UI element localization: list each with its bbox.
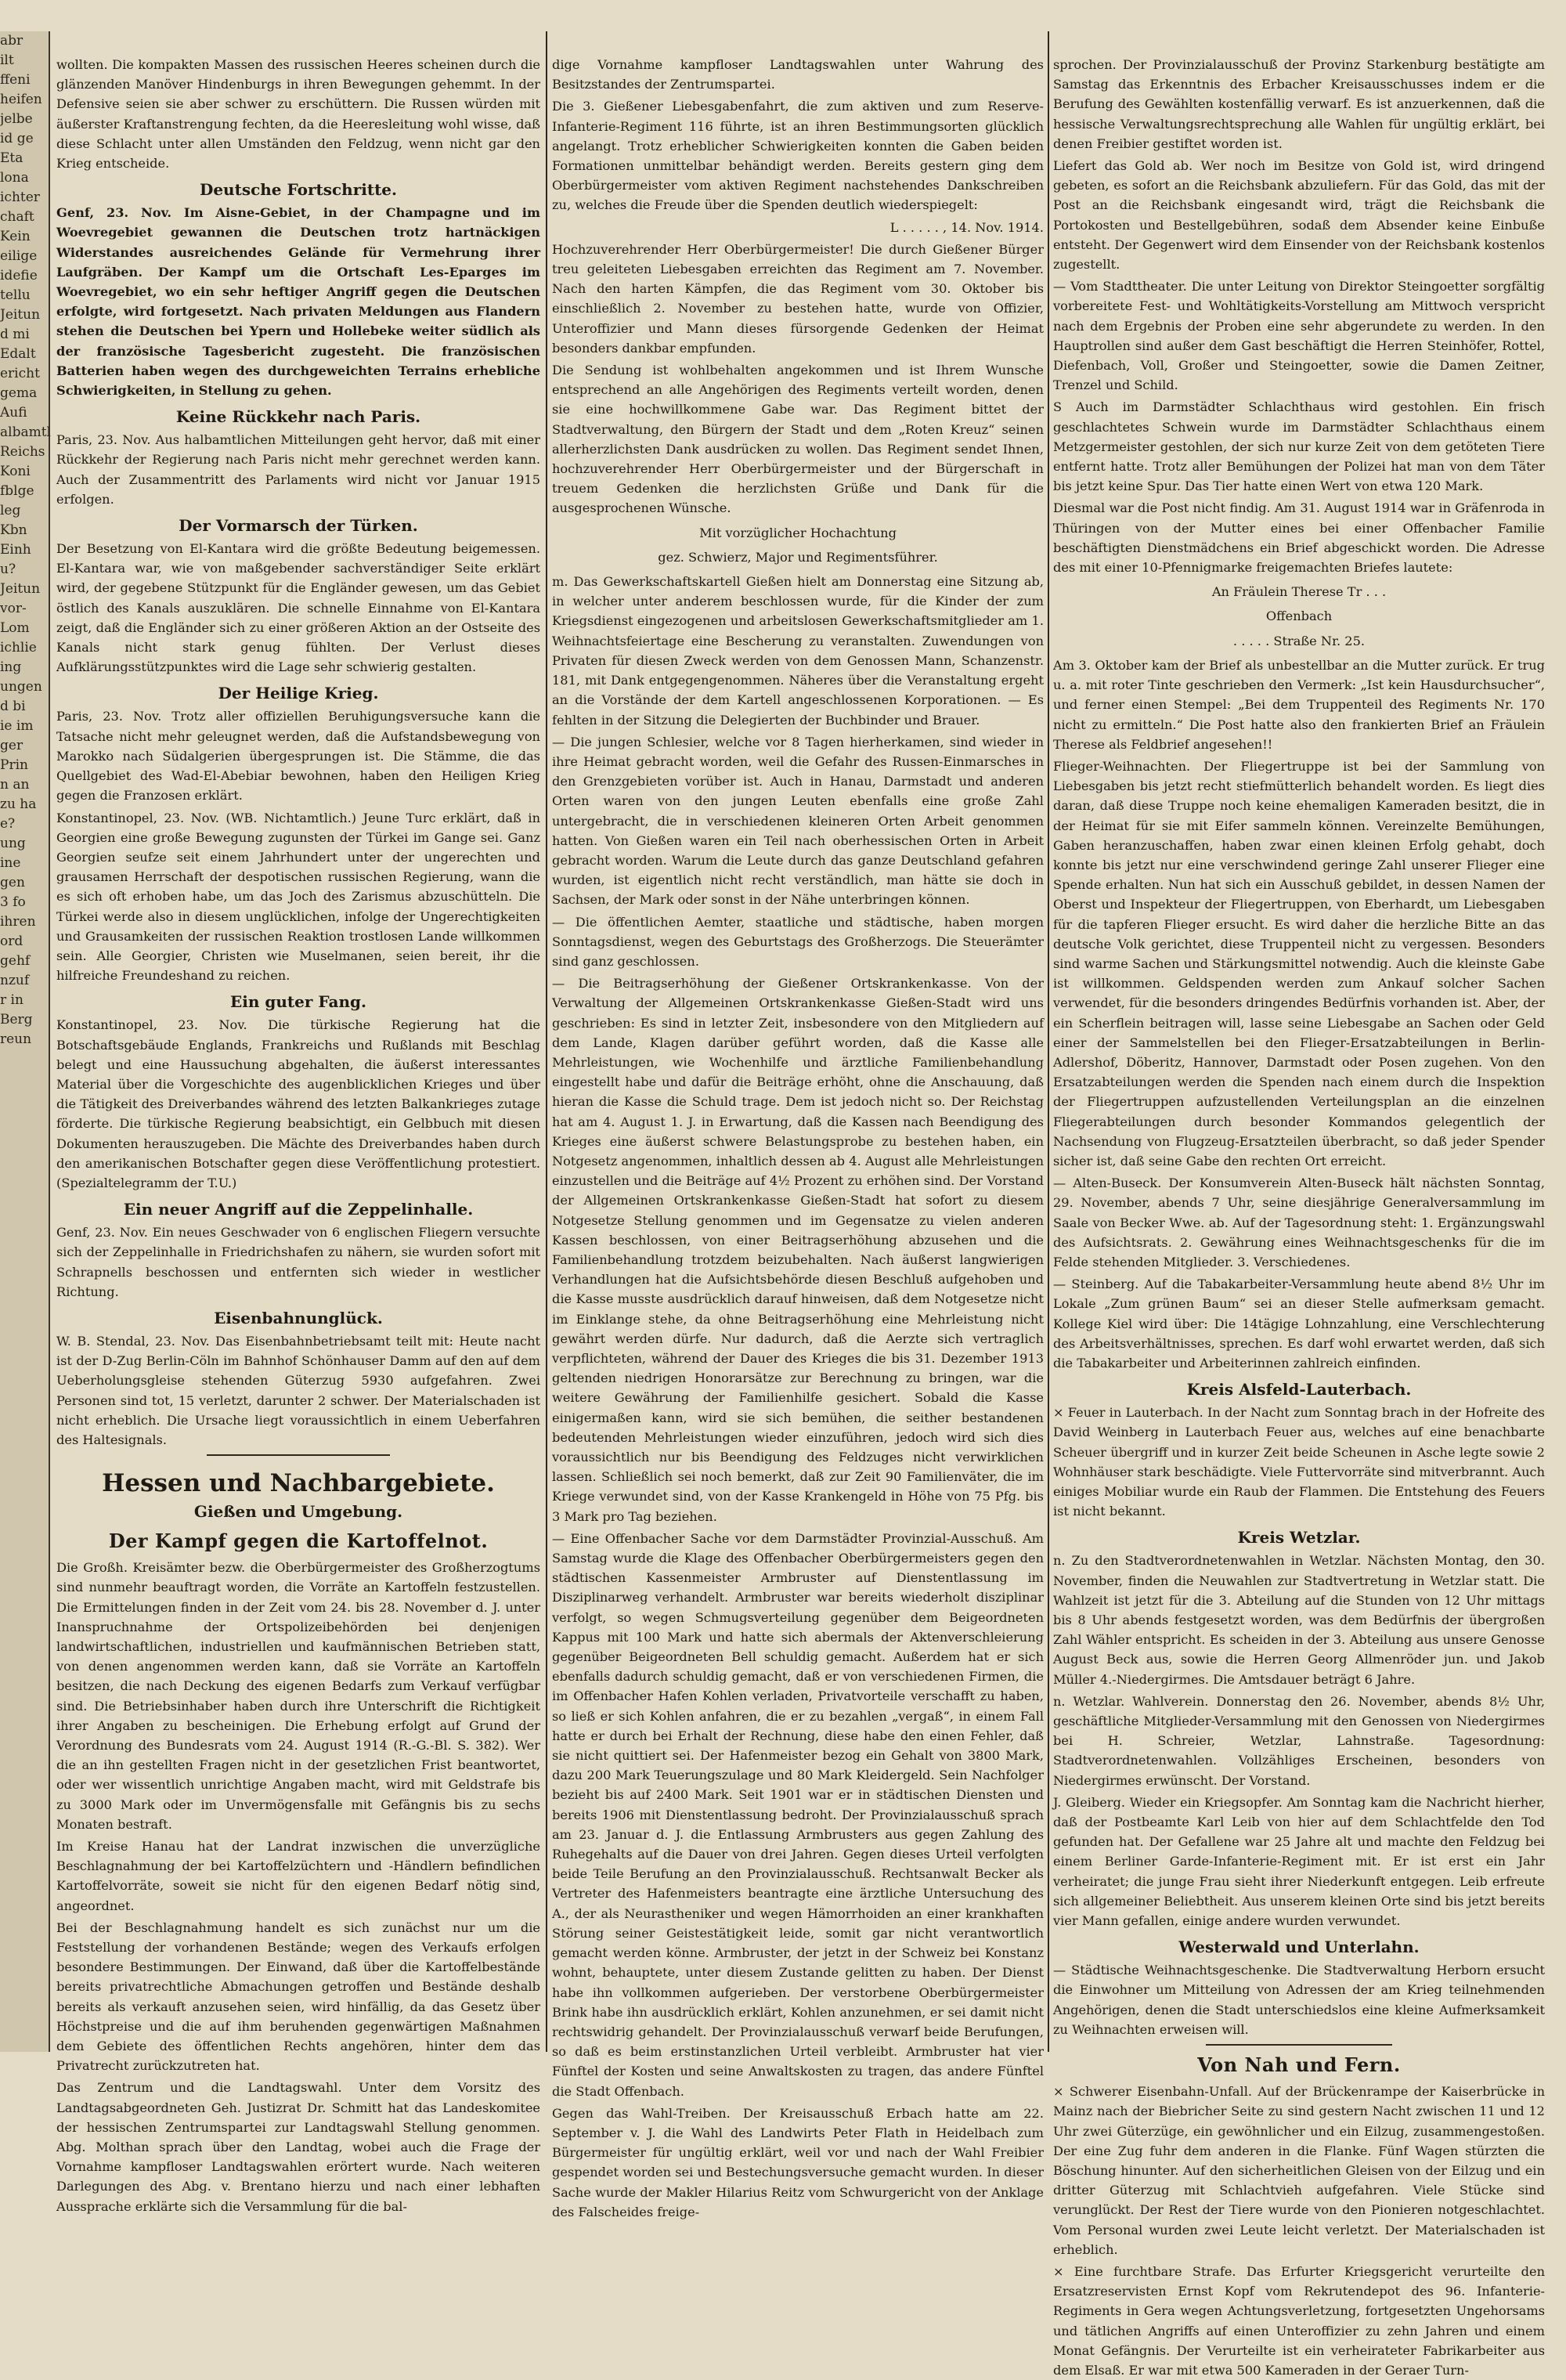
edge-fragment: Kein <box>0 229 31 244</box>
edge-fragment: ing <box>0 659 22 675</box>
edge-fragment: Jeitun <box>0 307 41 323</box>
letter-body: Die Sendung ist wohlbehalten angekommen und ist Ihrem Wunsche entsprechend an alle Angehörigen des Regiments verteilt worden, denen sie eine hochwillkommene Gabe war. Das Regiment bittet der Stadtverwaltung, den Bürgern der Stadt und dem „Roten Kreuz“ seinen allerherzlichsten Dank ausdrücken zu wollen. Das Regiment sendet Ihnen, hochzuverehrender Herr Oberbürgermeister und der Bürgerschaft in treuem Gedenken die herzlichsten Grüße und Dank für die ausgesprochenen Wünsche. <box>552 363 1044 516</box>
edge-fragment: tellu <box>0 287 31 303</box>
letter-closing: Mit vorzüglicher Hochachtung <box>699 525 897 540</box>
article-eisenbahnunglueck: W. B. Stendal, 23. Nov. Das Eisenbahnbetriebsamt teilt mit: Heute nacht ist der D-Zug Berlin-Cöln im Bahnhof Schönhauser Damm auf den auf dem Ueberholungsgleise stehenden Güterzug 5930 aufgefahren. Zwei Personen sind tot, 15 verletzt, darunter 2 schwer. Der Materialschaden ist nicht erheblich. Die Ursache liegt voraussichtlich in einem Ueberfahren des Haltesignals. <box>56 1333 540 1447</box>
headline-tuerken: Der Vormarsch der Türken. <box>179 516 418 536</box>
article-steinberg: — Steinberg. Auf die Tabakarbeiter-Versammlung heute abend 8½ Uhr im Lokale „Zum grünen Baum“ sei an dieser Stelle aufmerksam gemacht. Kollege Kiel wird über: Die 14tägige Lohnzahlung, eine Verschlechterung des Arbeitsverhältnisses, sprechen. Es darf wohl erwartet werden, daß sich die Tabakarbeiter und Arbeiterinnen zahlreich einfinden. <box>1053 1277 1545 1371</box>
edge-fragment: u? <box>0 562 16 577</box>
edge-fragment: ord <box>0 934 23 949</box>
subsection-title-giessen: Gießen und Umgebung. <box>193 1502 403 1522</box>
edge-fragment: jelbe <box>0 111 33 127</box>
edge-fragment: nzuf <box>0 973 30 988</box>
edge-fragment: Einh <box>0 542 31 558</box>
section-title-nah-fern: Von Nah und Fern. <box>1197 2053 1401 2077</box>
article-flieger: Flieger-Weihnachten. Der Fliegertruppe ist bei der Sammlung von Liebesgaben bis jetzt recht stiefmütterlich behandelt worden. Es liegt dies daran, daß diese Truppe noch keine ehemaligen Kameraden besitzt, die in der Heimat für sie mit Eifer sammeln können. Vereinzelte Bemühungen, Gaben heranzuschaffen, haben zwar einen kleinen Erfolg gehabt, doch konnte bis jetzt nur eine verschwindend geringe Zahl unserer Flieger eine Spende erhalten. Nun hat sich ein Ausschuß gebildet, in dessen Namen der Oberst und Inspekteur der Fliegertruppen, von Eberhardt, um Liebesgaben für die tapferen Flieger ersucht. Es wird daher die herzliche Bitte an das deutsche Volk gerichtet, diese Truppenteil nicht zu vergessen. Besonders sind warme Sachen und Stärkungsmittel notwendig. Auch die kleinste Gabe ist willkommen. Geldspenden werden zum Ankauf solcher Sachen verwendet, für die besonders dringendes Bedürfnis vorhanden ist. Aber, der ein Scherflein beitragen will, lasse seine Liebesgabe an Sachen oder Geld einer der Sammelstellen bei den Flieger-Ersatzabteilungen in Berlin-Adlershof, Döberitz, Hannover, Darmstadt oder Posen zugehen. Von den Ersatzabteilungen werden die Spenden nach einem durch die Inspektion der Fliegertruppen aufzustellenden Verteilungsplan an die einzelnen Fliegerabteilungen durch besonder Kommandos gelegentlich der Nachsendung von Flugzeug-Ersatzteilen überbracht, so daß jeder Spender sicher ist, daß seine Gabe den rechten Ort erreicht. <box>1053 758 1545 1168</box>
article-post: Diesmal war die Post nicht findig. Am 31. August 1914 war in Gräfenroda in Thüringen von der Mutter eines bei einer Offenbacher Familie beschäftigten Dienstmädchens ein Brief abgeschickt worden. Die Adresse des mit einer 10-Pfennigmarke freigemachten Briefes lautete: <box>1053 500 1545 576</box>
edge-fragment: Edalt <box>0 346 36 362</box>
edge-fragment: ffeni <box>0 72 31 88</box>
article-offenbach: — Eine Offenbacher Sache vor dem Darmstädter Provinzial-Ausschuß. Am Samstag wurde die Klage des Offenbacher Oberbürgermeisters gegen den städtischen Kassenmeister Armbruster auf Dienstentlassung im Disziplinarweg verhandelt. Armbruster war bereits wiederholt disziplinar verfolgt, so wegen Schmugsverteilung gegenüber dem Beigeordneten Kappus mit 100 Mark und hatte sich abermals der Aktenverschleierung gegenüber Beigeordneten Bell schuldig gemacht. Außerdem hat er sich ebenfalls dadurch schuldig gemacht, daß er von verschiedenen Firmen, die im Offenbacher Hafen Kohlen verladen, Privatvorteile verschafft zu haben, so ließ er sich Kohlen anfahren, die er zu bezahlen „vergaß“, in einem Fall hatte er durch bei Erhalt der Rechnung, diese habe den einen Fehler, daß sie nicht quittiert sei. Der Hafenmeister bezog ein Gehalt von 3800 Mark, dazu 200 Mark Teuerungszulage und 80 Mark Kleidergeld. Sein Nachfolger bezieht bis auf 2400 Mark. Seit 1901 war er in städtischen Diensten und bereits 1906 mit Dienstentlassung bedroht. Der Provinzialausschuß sprach am 23. Januar d. J. die Entlassung Armbrusters aus gegen Zahlung des Ruhegehalts auf die Dauer von drei Jahren. Gegen dieses Urteil verfolgten beide Teile Berufung an den Provinzialausschuß. Rechtsanwalt Becker als Vertreter des Hafenmeisters beantragte eine ärztliche Untersuchung des A., der als Neurastheniker und wegen Hämorrhoiden an einer krankhaften Störung seiner Geistestätigkeit leide, somit gar nicht verantwortlich gemacht werden könne. Armbruster, der jetzt in der Schweiz bei Konstanz wohnt, behauptete, unter diesem Zustande gelitten zu haben. Der Dienst habe ihn vollkommen aufgerieben. Der verstorbene Oberbürgermeister Brink habe ihn ausdrücklich erklärt, Kohlen anzunehmen, er sei damit nicht rechtswidrig gehandelt. Der Provinzialausschuß verwarf beide Berufungen, so daß es beim erstinstanzlichen Urteil verbleibt. Armbruster hat vier Fünftel der Kosten und seine Anwaltskosten zu tragen, das andere Fünftel die Stadt Offenbach. <box>552 1530 1044 2099</box>
headline-westerwald: Westerwald und Unterlahn. <box>1178 1938 1420 1957</box>
edge-fragment: lona <box>0 170 29 186</box>
column-divider <box>546 31 547 2052</box>
edge-fragment: heifen <box>0 92 42 107</box>
article-liebesgaben: Die 3. Gießener Liebesgabenfahrt, die zum aktiven und zum Reserve-Infanterie-Regiment 116 führte, ist an ihren Bestimmungsorten glücklich angelangt. Trotz erheblicher Schwierigkeiten konnten die Gaben beiden Formationen unmittelbar behändigt werden. Bereits gestern ging dem Oberbürgermeister vom aktiven Regiment nachstehendes Dankschreiben zu, welches die Freude über die Spenden deutlich wiederspiegelt: <box>552 99 1044 213</box>
article-wetzlar-1: n. Zu den Stadtverordnetenwahlen in Wetzlar. Nächsten Montag, den 30. November, finden die Neuwahlen zur Stadtvertretung in Wetzlar statt. Die Wahlzeit ist jetzt für die 3. Abteilung auf die Stunden von 12 Uhr mittags bis 8 Uhr abends festgesetzt worden, was dem Bedürfnis der übergroßen Zahl Wähler entspricht. Es scheiden in der 3. Abteilung aus unsere Genosse August Beck aus, sowie die Herren Georg Allmenröder jun. und Jakob Müller 4.-Niedergirmes. Die Amtsdauer beträgt 6 Jahre. <box>1053 1553 1545 1687</box>
edge-fragment: ilt <box>0 52 14 68</box>
letter-salutation: Hochzuverehrender Herr Oberbürgermeister! Die durch Gießener Bürger treu geleiteten Liebesgaben erreichten das Regiment am 7. November. Nach den harten Kämpfen, die das Regiment vom 30. Oktober bis einschließlich 2. November zu bestehen hatte, wurde von Offizier, Unteroffizier und Mann dieses fürsorgende Gedenken der Heimat besonders dankbar empfunden. <box>552 241 1044 356</box>
article-post-2: Am 3. Oktober kam der Brief als unbestellbar an die Mutter zurück. Er trug u. a. mit roter Tinte geschrieben den Vermerk: „Ist kein Hausdurchsucher“, und ferner einen Stempel: „Bei dem Truppenteil des Regiments Nr. 170 nicht zu ermitteln.“ Die Post hatte also den frankierten Brief an Fräulein Therese als Feldbrief angesehen!! <box>1053 657 1545 752</box>
edge-fragment: d bi <box>0 699 26 714</box>
headline-heiliger-krieg: Der Heilige Krieg. <box>218 684 379 703</box>
article-paris: Paris, 23. Nov. Aus halbamtlichen Mitteilungen geht hervor, daß mit einer Rückkehr der Regierung nach Paris nicht mehr gerechnet werden kann. Auch der Zusammentritt des Parlaments wird nicht vor Januar 1915 erfolgen. <box>56 432 540 507</box>
edge-fragment: albamtl <box>0 424 51 440</box>
edge-fragment: leg <box>0 503 21 518</box>
article-gold: Liefert das Gold ab. Wer noch im Besitze von Gold ist, wird dringend gebeten, es sofort an die Reichsbank abzuliefern. Für das Gold, das mit der Post an die Reichsbank eingesandt wird, trägt die Reichsbank die Portokosten und Bestellgebühren, sodaß dem Absender keine Einbuße entsteht. Der Gegenwert wird dem Einsender von der Reichsbank kostenlos zugestellt. <box>1053 158 1545 273</box>
edge-fragment: Kbn <box>0 522 27 538</box>
article-kartoffelnot-1: Die Großh. Kreisämter bezw. die Oberbürgermeister des Großherzogtums sind nunmehr beauftragt worden, die Vorräte an Kartoffeln festzustellen. Die Ermittelungen finden in der Zeit vom 24. bis 28. November d. J. unter Inanspruchnahme der Ortspolizeibehörden bei denjenigen landwirtschaftlichen, industriellen und kaufmännischen Betrieben statt, von denen angenommen werden kann, daß sie Vorräte an Kartoffeln besitzen, die nach Deckung des eigenen Bedarfs zum Verkauf verfügbar sind. Die Betriebsinhaber haben durch ihre Unterschrift die Richtigkeit ihrer Angaben zu bescheinigen. Die Erhebung erfolgt auf Grund der Verordnung des Bundesrats vom 24. August 1914 (R.-G.-Bl. S. 382). Wer die an ihn gestellten Fragen nicht in der gesetzlichen Frist beantwortet, oder wer wissentlich unrichtige Angaben macht, wird mit Geldstrafe bis zu 3000 Mark oder im Unvermögensfalle mit Gefängnis bis zu sechs Monaten bestraft. <box>56 1560 540 1832</box>
edge-fragment: eilige <box>0 248 38 264</box>
headline-fortschritte: Deutsche Fortschritte. <box>199 180 397 200</box>
article-stadttheater: — Vom Stadttheater. Die unter Leitung von Direktor Steingoetter sorgfältig vorbereitete Fest- und Wohltätigkeits-Vorstellung am Mittwoch verspricht nach dem Ergebnis der Proben eine sehr abgerundete zu werden. In den Hauptrollen sind außer dem Gast beschäftigt die Herren Steinhöfer, Rottel, Diefenbach, Voll, Großer und Steingoetter, sowie die Damen Zeitner, Trenzel und Schild. <box>1053 279 1545 393</box>
edge-fragment: gehf <box>0 953 31 969</box>
adjacent-page-edge <box>0 31 50 2052</box>
article-eisenbahn-unfall: × Schwerer Eisenbahn-Unfall. Auf der Brückenrampe der Kaiserbrücke in Mainz nach der Biebricher Seite zu sind gestern Nacht zwischen 11 und 12 Uhr zwei Güterzüge, ein gewöhnlicher und ein Eilzug, zusammengestoßen. Der eine Zug fuhr dem anderen in die Flanke. Fünf Wagen stürzten die Böschung hinunter. Auf den sicherheitlichen Gleisen von der Eilzug und ein dritter Güterzug mit Schlachtvieh aufgefahren. Viele Stücke sind verunglückt. Der Rest der Tiere wurde von den Pionieren notgeschlachtet. Vom Personal wurden zwei Leute leicht verletzt. Der Materialschaden ist erheblich. <box>1053 2084 1545 2257</box>
edge-fragment: gema <box>0 385 38 401</box>
article-continuation: wollten. Die kompakten Massen des russischen Heeres scheinen durch die glänzenden Manöver Hindenburgs in ihren Bewegungen gehemmt. In der Defensive seien sie aber schwer zu erschüttern. Die Russen würden mit äußerster Kraftanstrengung fechten, da die Heeresleitung wohl wisse, daß diese Schlacht unter allen Umständen den Feldzug, wenn nicht gar den Krieg entscheide. <box>56 57 540 172</box>
edge-fragment: ungen <box>0 679 42 695</box>
edge-fragment: n an <box>0 777 30 793</box>
article-herborn: — Städtische Weihnachtsgeschenke. Die Stadtverwaltung Herborn ersucht die Einwohner um Mitteilung von Adressen der am Krieg teilnehmenden Angehörigen, denen die Stadt unterschiedslos eine kleine Aufmerksamkeit zu Weihnachten erweisen will. <box>1053 1963 1545 2037</box>
edge-fragment: 3 fo <box>0 894 26 910</box>
edge-fragment: Lom <box>0 620 30 636</box>
letter-date: L . . . . . , 14. Nov. 1914. <box>889 219 1044 235</box>
article-alten-buseck: — Alten-Buseck. Der Konsumverein Alten-Buseck hält nächsten Sonntag, 29. November, abends 7 Uhr, seine diesjährige Generalversammlung im Saale von Becker Wwe. ab. Auf der Tagesordnung steht: 1. Ergänzungswahl des Aufsichtsrats. 2. Gewährung eines Weihnachtsgeschenks für die im Felde stehenden Mitglieder. 3. Verschiedenes. <box>1053 1176 1545 1269</box>
edge-fragment: abr <box>0 33 23 49</box>
column-1 <box>56 55 540 2279</box>
article-continuation: dige Vornahme kampfloser Landtagswahlen unter Wahrung des Besitzstandes der Zentrumspartei. <box>552 57 1044 92</box>
edge-fragment: ie im <box>0 718 34 734</box>
article-schlachthaus: S Auch im Darmstädter Schlachthaus wird gestohlen. Ein frisch geschlachtetes Schwein wurde im Darmstädter Schlachthaus einem Metzgermeister gestohlen, der sich nur kurze Zeit von dem getöteten Tiere entfernt hatte. Trotz aller Bemühungen der Polizei hat man von dem Täter bis jetzt keine Spur. Das Tier hatte einen Wert von etwa 120 Mark. <box>1053 399 1545 494</box>
article-heiliger-krieg-2: Konstantinopel, 23. Nov. (WB. Nichtamtlich.) Jeune Turc erklärt, daß in Georgien eine große Bewegung zugunsten der Türkei im Gange sei. Ganz Georgien seufze seit einem Jahrhundert unter der ungerechten und grausamen Herrschaft der despotischen russischen Regierung, wann die es sich oft erhoben habe, um das Joch des Zarismus abzuschütteln. Die Türkei werde also in diesem unglücklichen, infolge der Ungerechtigkeiten und Grausamkeiten der russischen Reaktion trostlosen Lande willkommen sein. Alle Georgier, Christen wie Muselmanen, seien bereit, ihr die hilfreiche Freundeshand zu reichen. <box>56 810 540 984</box>
article-fortschritte: Genf, 23. Nov. Im Aisne-Gebiet, in der Champagne und im Woevregebiet gewannen die Deutschen trotz hartnäckigen Widerstandes ausreichendes Gelände für Vermehrung ihrer Laufgräben. Der Kampf um die Ortschaft Les-Eparges im Woevregebiet, wo ein sehr heftiger Angriff gegen die Deutschen erfolgte, wird fortgesetzt. Nach privaten Meldungen aus Flandern stehen die Deutschen bei Ypern und Hollebeke weiter südlich als der französische Tagesbericht zugesteht. Die französischen Batterien haben wegen des durchgeweichten Terrains erhebliche Schwierigkeiten, in Stellung zu gehen. <box>56 205 540 399</box>
article-kartoffelnot-2: Im Kreise Hanau hat der Landrat inzwischen die unverzügliche Beschlagnahmung der bei Kartoffelzüchtern und -Händlern befindlichen Kartoffelvorräte, soweit sie nicht für den eigenen Bedarf nötig sind, angeordnet. <box>56 1839 540 1913</box>
article-ortskrankenkasse: — Die Beitragserhöhung der Gießener Ortskrankenkasse. Von der Verwaltung der Allgemeinen Ortskrankenkasse Gießen-Stadt wird uns geschrieben: Es sind in letzter Zeit, insbesondere von den Mitgliedern auf dem Lande, Klagen darüber geführt worden, daß die Kasse alle Mehrleistungen, wie Wochenhilfe und ärztliche Familienbehandlung eingestellt habe und dafür die Beiträge erhöht, ohne die Anschauung, daß hieran die Kasse die Schuld trage. Dem ist jedoch nicht so. Der Reichstag hat am 4. August 1. J. in Erwartung, daß die Kassen nach Beendigung des Krieges eine äußerst schwere Belastungsprobe zu bestehen haben, ein Notgesetz angenommen, inhaltlich dessen ab 4. August alle Mehrleistungen einzustellen und die Beiträge auf 4½ Prozent zu erhöhen sind. Der Vorstand der Allgemeinen Ortskrankenkasse Gießen-Stadt hat sofort zu diesem Notgesetze Stellung genommen und im Gegensatze zu vielen anderen Kassen beschlossen, von einer Beitragserhöhung abzusehen und die Familienbehandlung trotzdem beizubehalten. Nach äußerst langwierigen Verhandlungen hat die Aufsichtsbehörde diesen Beschluß aufgehoben und die Kasse musste ausdrücklich darauf hinweisen, daß dem Notgesetze nicht im Einklange stehe, da ohne Beitragserhöhung eine Mehrleistung nicht gewährt werden dürfe. Nur dadurch, daß die Aerzte sich vertraglich verpflichteten, während der Dauer des Krieges die bis 31. Dezember 1913 geltenden niedrigen Honorarsätze zur Berechnung zu bringen, war die weitere Gewährung der Familienhilfe gesichert. Sobald die Kasse einigermaßen kann, wird sie sich bemühen, die seither bestandenen bedeutenden Mehrleistungen wieder einzuführen, jedoch wird sich dies voraussichtlich nur bis Beendigung des Feldzuges nicht verwirklichen lassen. Schließlich sei noch bemerkt, daß zur Zeit 90 Familienväter, die im Kriege verwundet sind, von der Kasse Krankengeld in Höhe von 75 Pfg. bis 3 Mark pro Tag beziehen. <box>552 976 1044 1524</box>
edge-fragment: ine <box>0 855 21 871</box>
article-furchtbare-strafe: × Eine furchtbare Strafe. Das Erfurter Kriegsgericht verurteilte den Ersatzreservisten Ernst Kopf vom Rekrutendepot des 96. Infanterie-Regiments in Gera wegen Achtungsverletzung, fortgesetzten Ungehorsams und tätlichen Angriffs auf einen Unteroffizier zu zehn Jahren und einem Monat Gefängnis. Der Verurteilte ist ein verheirateter Fabrikarbeiter aus dem Elsaß. Er war mit etwa 500 Kameraden in der Geraer Turn- <box>1053 2263 1545 2378</box>
article-zeppelin: Genf, 23. Nov. Ein neues Geschwader von 6 englischen Fliegern versuchte sich der Zeppelinhalle in Friedrichshafen zu nähern, sie wurden sofort mit Schrapnells beschossen und entfernten sich wieder in westlicher Richtung. <box>56 1225 540 1299</box>
edge-fragment: Berg <box>0 1012 33 1027</box>
article-zentrum: Das Zentrum und die Landtagswahl. Unter dem Vorsitz des Landtagsabgeordneten Geh. Justizrat Dr. Schmitt hat das Landeskomitee der hessischen Zentrumspartei zur Landtagswahl Stellung genommen. Abg. Molthan sprach über den Landtag, wobei auch die Frage der Vornahme kampfloser Landtagswahlen erörtert wurde. Nach weiteren Darlegungen des Abg. v. Brentano hierzu und nach einer lebhaften Aussprache erklärte sich die Versammlung für die bal- <box>56 2080 540 2214</box>
edge-fragment: ichlie <box>0 640 37 655</box>
article-gleiberg: J. Gleiberg. Wieder ein Kriegsopfer. Am Sonntag kam die Nachricht hierher, daß der Postbeamte Karl Leib von hier auf dem Schlachtfelde den Tod gefunden hat. Der Gefallene war 25 Jahre alt und machte den Feldzug bei einem Berliner Garde-Infanterie-Regiment mit. Er ist erst ein Jahr verheiratet; die junge Frau sieht ihrer Niederkunft entgegen. Leib erfreute sich allgemeiner Beliebtheit. Aus unserem kleinen Orte sind bis jetzt bereits vier Mann gefallen, einige andere wurden verwundet. <box>1053 1794 1545 1929</box>
edge-fragment: id ge <box>0 131 34 146</box>
edge-fragment: e? <box>0 816 16 832</box>
section-title-hessen: Hessen und Nachbargebiete. <box>102 1469 495 1498</box>
address-line: An Fräulein Therese Tr . . . <box>1211 584 1387 600</box>
edge-fragment: Jeitun <box>0 581 41 597</box>
letter-signature: gez. Schwierz, Major und Regimentsführer. <box>658 549 938 565</box>
edge-fragment: r in <box>0 992 23 1008</box>
column-2 <box>552 55 1044 2279</box>
article-gewerkschaftskartell: m. Das Gewerkschaftskartell Gießen hielt am Donnerstag eine Sitzung ab, in welcher unter anderem beschlossen wurde, für die Kinder der zum Kriegsdienst eingezogenen und arbeitslosen Gewerkschaftsmitglieder am 1. Weihnachtsfeiertage eine Bescherung zu veranstalten. Zuwendungen von Privaten für diesen Zweck werden von dem Genossen Mann, Schanzenstr. 181, mit Dank entgegengenommen. Näheres über die Veranstaltung ergeht an die Vorstände der dem Kartell angeschlossenen Korporationen. — Es fehlten in der Sitzung die Delegierten der Buchbinder und Brauer. <box>552 574 1044 728</box>
edge-fragment: d mi <box>0 327 30 342</box>
column-divider <box>1048 31 1049 2052</box>
headline-paris: Keine Rückkehr nach Paris. <box>175 407 421 427</box>
edge-fragment: zu ha <box>0 796 37 812</box>
edge-fragment: Aufi <box>0 405 27 421</box>
edge-fragment: fblge <box>0 483 34 499</box>
article-kartoffelnot-3: Bei der Beschlagnahmung handelt es sich zunächst nur um die Feststellung der vorhandenen Bestände; wegen des Verkaufs erfolgen besondere Bestimmungen. Der Einwand, daß über die Kartoffelbestände bereits privatrechtliche Abmachungen getroffen und Bestände deshalb bereits als verkauft anzusehen seien, wird hinfällig, da das Gesetz über Höchstpreise und die auf ihm beruhenden gegenwärtigen Maßnahmen dem Gebiete des öffentlichen Rechts angehören, hinter dem das Privatrecht zurückzutreten hat. <box>56 1920 540 2074</box>
article-tuerken: Der Besetzung von El-Kantara wird die größte Bedeutung beigemessen. El-Kantara war, wie von maßgebender sachverständiger Seite erklärt wird, der gegebene Stützpunkt für die Engländer gewesen, um das Gebiet östlich des Kanals auszuklären. Die schnelle Einnahme von El-Kantara zeigt, daß die Engländer sich zu einer größeren Aktion an der Ostseite des Kanals nicht stark genug fühlten. Der Verlust dieses Aufklärungsstützpunktes wird die Lage sehr schwierig gestalten. <box>56 541 540 675</box>
headline-guter-fang: Ein guter Fang. <box>230 992 366 1012</box>
headline-alsfeld: Kreis Alsfeld-Lauterbach. <box>1186 1380 1412 1399</box>
article-lauterbach: × Feuer in Lauterbach. In der Nacht zum Sonntag brach in der Hofreite des David Weinberg in Lauterbach Feuer aus, welches auf eine benachbarte Scheuer übergriff und in kurzer Zeit beide Scheunen in Asche legte sowie 2 Wohnhäuser stark beschädigte. Viele Futtervorräte sind mitverbrannt. Auch einiges Mobiliar wurde ein Raub der Flammen. Die Entstehung des Feuers ist nicht bekannt. <box>1053 1405 1545 1519</box>
article-wahl-treiben: Gegen das Wahl-Treiben. Der Kreisausschuß Erbach hatte am 22. September v. J. die Wahl des Landwirts Peter Flath in Heidelbach zum Bürgermeister für ungültig erklärt, weil vor und nach der Wahl Freibier gespendet worden sei und Bestechungsversuche gemacht wurden. In dieser Sache wurde der Makler Hilarius Reitz vom Schwurgericht von der Anklage des Falscheides freige- <box>552 2105 1044 2219</box>
edge-fragment: idefie <box>0 268 38 284</box>
headline-eisenbahnunglueck: Eisenbahnunglück. <box>214 1308 383 1327</box>
edge-fragment: Eta <box>0 150 23 166</box>
edge-fragment: ericht <box>0 366 40 381</box>
section-rule <box>207 1454 391 1456</box>
article-schlesier: — Die jungen Schlesier, welche vor 8 Tagen hierherkamen, sind wieder in ihre Heimat gebracht worden, weil die Gefahr des Russen-Einmarsches in den Grenzgebieten vorüber ist. Auch in Hanau, Darmstadt und anderen Orten waren von den jungen Leuten ebenfalls eine große Zahl untergebracht, die in verschiedenen kleineren Orten Arbeit genommen hatten. Von Gießen waren ein Teil nach oberhessischen Orten in Arbeit gebracht worden. Warum die Leute durch das ganze Deutschland gefahren wurden, ist eigentlich nicht recht verständlich, man hätte sie doch in Sachsen, der Mark oder sonst in der Nähe unterbringen können. <box>552 734 1044 908</box>
article-heiliger-krieg-1: Paris, 23. Nov. Trotz aller offiziellen Beruhigungsversuche kann die Tatsache nicht mehr geleugnet werden, daß die Aufstandsbewegung von Marokko nach Südalgerien übergesprungen ist. Die Stämme, die das Quellgebiet des Wad-El-Abebiar bewohnen, haben den Heiligen Krieg gegen die Franzosen erklärt. <box>56 709 540 804</box>
edge-fragment: chaft <box>0 209 34 225</box>
headline-kartoffelnot: Der Kampf gegen die Kartoffelnot. <box>108 1529 489 1553</box>
edge-fragment: Koni <box>0 464 31 479</box>
article-continuation: sprochen. Der Provinzialausschuß der Provinz Starkenburg bestätigte am Samstag das Erkenntnis des Erbacher Kreisausschusses indem er die Berufung des Gewählten kostenfällig verwarf. Es ist anzuerkennen, daß die hessische Verwaltungsrechtsprechung alle Wahlen für ungültig erklärt, bei denen Freibier gestiftet worden ist. <box>1053 57 1545 151</box>
edge-fragment: vor- <box>0 601 27 616</box>
address-line: . . . . . Straße Nr. 25. <box>1232 633 1366 648</box>
address-line: Offenbach <box>1265 609 1333 624</box>
column-3 <box>1053 55 1545 2378</box>
edge-fragment: ger <box>0 738 23 753</box>
edge-fragment: ichter <box>0 190 40 205</box>
edge-fragment: ung <box>0 836 26 851</box>
edge-fragment: ihren <box>0 914 36 930</box>
headline-wetzlar: Kreis Wetzlar. <box>1237 1528 1361 1548</box>
edge-fragment: gen <box>0 875 25 890</box>
article-guter-fang: Konstantinopel, 23. Nov. Die türkische Regierung hat die Botschaftsgebäude Englands, Frankreichs und Rußlands mit Beschlag belegt und eine Haussuchung abgehalten, die äußerst interessantes Material über die Vorgeschichte des augenblicklichen Krieges und über die Tätigkeit des Dreiverbandes während des letzten Balkankrieges zutage förderte. Die türkische Regierung beabsichtigt, ein Gelbbuch mit diesen Dokumenten herauszugeben. Die Mächte des Dreiverbandes haben durch den amerikanischen Botschafter gegen diese Veröffentlichung protestiert. (Spezialtelegramm der T.U.) <box>56 1017 540 1190</box>
edge-fragment: Prin <box>0 757 28 773</box>
article-aemter: — Die öffentlichen Aemter, staatliche und städtische, haben morgen Sonntagsdienst, wegen des Geburtstags des Großherzogs. Die Steuerämter sind ganz geschlossen. <box>552 914 1044 969</box>
article-wetzlar-2: n. Wetzlar. Wahlverein. Donnerstag den 26. November, abends 8½ Uhr, geschäftliche Mitglieder-Versammlung mit den Genossen von Niedergirmes bei H. Schreier, Wetzlar, Lahnstraße. Tagesordnung: Stadtverordnetenwahlen. Vollzähliges Erscheinen, besonders von Niedergirmes erwünscht. Der Vorstand. <box>1053 1693 1545 1788</box>
edge-fragment: Reichs <box>0 444 45 460</box>
section-rule <box>1206 2044 1393 2046</box>
headline-zeppelin: Ein neuer Angriff auf die Zeppelinhalle. <box>123 1200 474 1219</box>
edge-fragment: reun <box>0 1031 32 1047</box>
